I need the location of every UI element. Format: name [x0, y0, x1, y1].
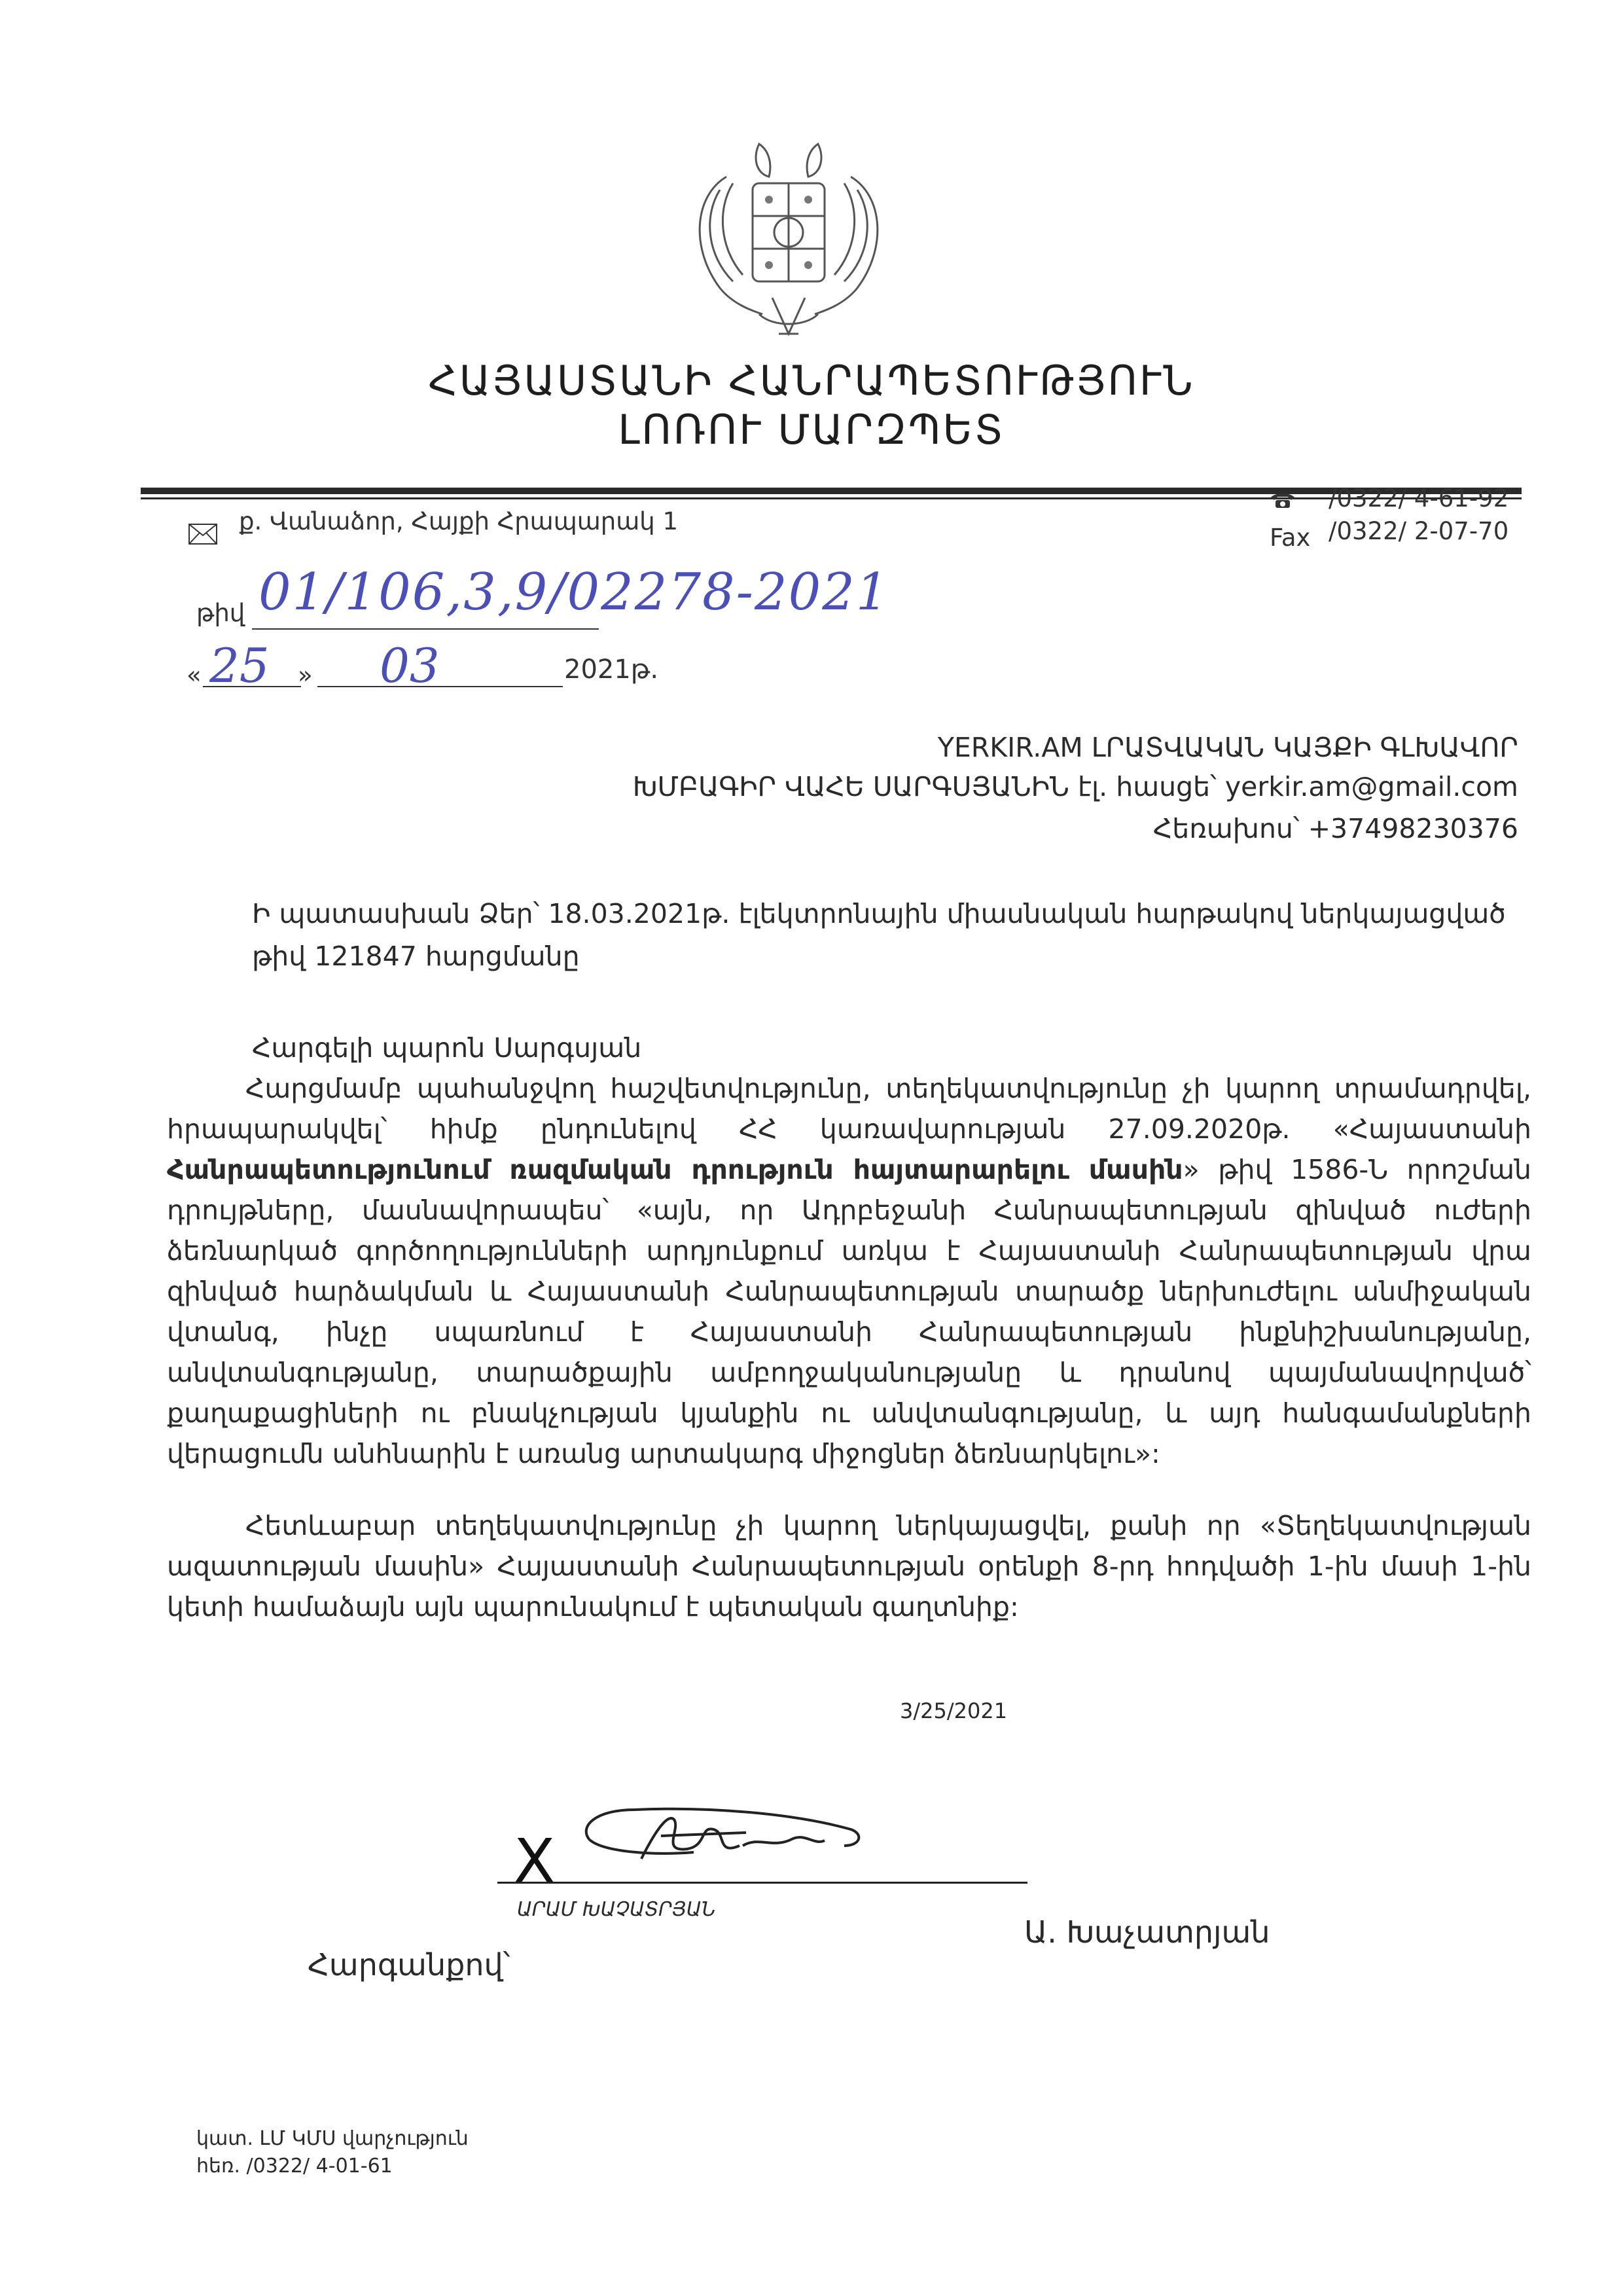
fax-label: Fax	[1270, 524, 1311, 552]
subject-line-1: Ի պատասխան Ձեր՝ 18.03.2021թ. էլեկտրոնային միասնական հարթակով ներկայացված	[252, 898, 1506, 929]
salutation: Հարգելի պարոն Սարգսյան	[252, 1032, 642, 1064]
paragraph-1-line: վտանգ, ինչը սպառնում է Հայաստանի Հանրապետության ինքնիշխանությանը,	[167, 1316, 1531, 1348]
date-month-underline	[317, 686, 563, 687]
paragraph-2-line: Հետևաբար տեղեկատվությունը չի կարող ներկայացվել, քանի որ «Տեղեկատվության	[245, 1510, 1531, 1541]
date-month-handwritten: 03	[380, 638, 440, 693]
paragraph-2-line: ազատության մասին» Հայաստանի Հանրապետության օրենքի 8-րդ հոդվածի 1-ին մասի 1-ին	[167, 1551, 1531, 1582]
country-title: ՀԱՅԱՍՏԱՆԻ ՀԱՆՐԱՊԵՏՈՒԹՅՈՒՆ	[428, 357, 1195, 404]
paragraph-1-line-3	[167, 1149, 1531, 1190]
paragraph-1-line: Հարցմամբ պահանջվող հաշվետվությունը, տեղեկատվությունը չի կարող տրամադրվել,	[245, 1073, 1531, 1104]
signature-date: 3/25/2021	[900, 1698, 1008, 1723]
date-year: 2021թ.	[564, 655, 659, 685]
decision-number: » թիվ 1586-Ն որոշման	[1183, 1154, 1531, 1185]
paragraph-1-line: վերացումն անհնարին է առանց արտակարգ միջոցներ ձեռնարկելու»:	[167, 1438, 1160, 1469]
paragraph-1-line: հրապարակվել՝ հիմք ընդունելով ՀՀ կառավարության 27.09.2020թ. «Հայաստանի	[167, 1113, 1531, 1145]
paragraph-1	[167, 1068, 1531, 1474]
reference-number-label: թիվ	[196, 599, 245, 627]
reference-number-handwritten: 01/106,3,9/02278-2021	[259, 563, 890, 622]
date-quote-close: »	[298, 661, 313, 689]
decision-title-bold: Հանրապետությունում ռազմական դրություն հայտարարելու մասին	[167, 1154, 1183, 1185]
handwritten-signature	[576, 1800, 877, 1872]
region-title: ԼՈՌՈՒ ՄԱՐԶՊԵՏ	[618, 406, 1005, 454]
paragraph-1-line: քաղաքացիների ու բնակչության կյանքին ու անվտանգությանը, և այդ հանգամանքների	[167, 1397, 1531, 1429]
addressee-line-3: Հեռախոս՝ +37498230376	[1152, 813, 1518, 844]
subject-line-2: թիվ 121847 հարցմանը	[252, 941, 580, 972]
paragraph-1-line: ձեռնարկած գործողությունների արդյունքում առկա է Հայաստանի Հանրապետության վրա	[167, 1235, 1531, 1266]
paragraph-1-line: դրույթները, մասնավորապես՝ «այն, որ Ադրբեջանի Հանրապետության զինված ուժերի	[167, 1194, 1531, 1226]
envelope-icon	[188, 524, 217, 545]
reference-number-underline	[252, 628, 599, 630]
footer-executor: կատ. ԼՄ ԿՄՍ վարչություն	[196, 2127, 469, 2150]
header-divider-thick	[141, 488, 1522, 494]
office-fax: /0322/ 2-07-70	[1329, 517, 1509, 545]
paragraph-1-line: անվտանգությանը, տարածքային ամբողջականությանը և դրանով պայմանավորված՝	[167, 1357, 1531, 1388]
date-quote-open: «	[187, 661, 202, 689]
paragraph-2-line: կետի համաձայն այն պարունակում է պետական գաղտնիք:	[167, 1591, 1019, 1623]
date-day-handwritten: 25	[209, 638, 270, 693]
header-divider-thin	[141, 497, 1522, 499]
signature-caption: ԱՐԱՄ ԽԱՉԱՏՐՅԱՆ	[517, 1898, 716, 1921]
paragraph-1-line: զինված հարձակման և Հայաստանի Հանրապետության տարածք ներխուժելու անմիջական	[167, 1276, 1531, 1307]
signature-line	[497, 1882, 1027, 1884]
coat-of-arms-emblem	[681, 137, 897, 347]
addressee-line-2: ԽՄԲԱԳԻՐ ՎԱՀԵ ՍԱՐԳՍՅԱՆԻՆ էլ. հասցե՝ yerkir.am@gmail.com	[632, 771, 1518, 802]
closing-respect: Հարգանքով՝	[308, 1947, 510, 1982]
signer-name: Ա. Խաչատրյան	[1024, 1914, 1270, 1950]
footer-phone: հեռ. /0322/ 4-01-61	[196, 2155, 393, 2178]
paragraph-2	[167, 1505, 1531, 1627]
office-phone: /0322/ 4-61-92	[1329, 484, 1509, 512]
signature-x-mark: X	[514, 1826, 556, 1896]
office-address: ք. Վանաձոր, Հայքի Հրապարակ 1	[239, 507, 679, 535]
addressee-line-1: YERKIR.AM ԼՐԱՏՎԱԿԱՆ ԿԱՅՔԻ ԳԼԽԱՎՈՐ	[937, 732, 1518, 763]
telephone-icon	[1270, 491, 1296, 509]
date-day-underline	[203, 686, 301, 687]
